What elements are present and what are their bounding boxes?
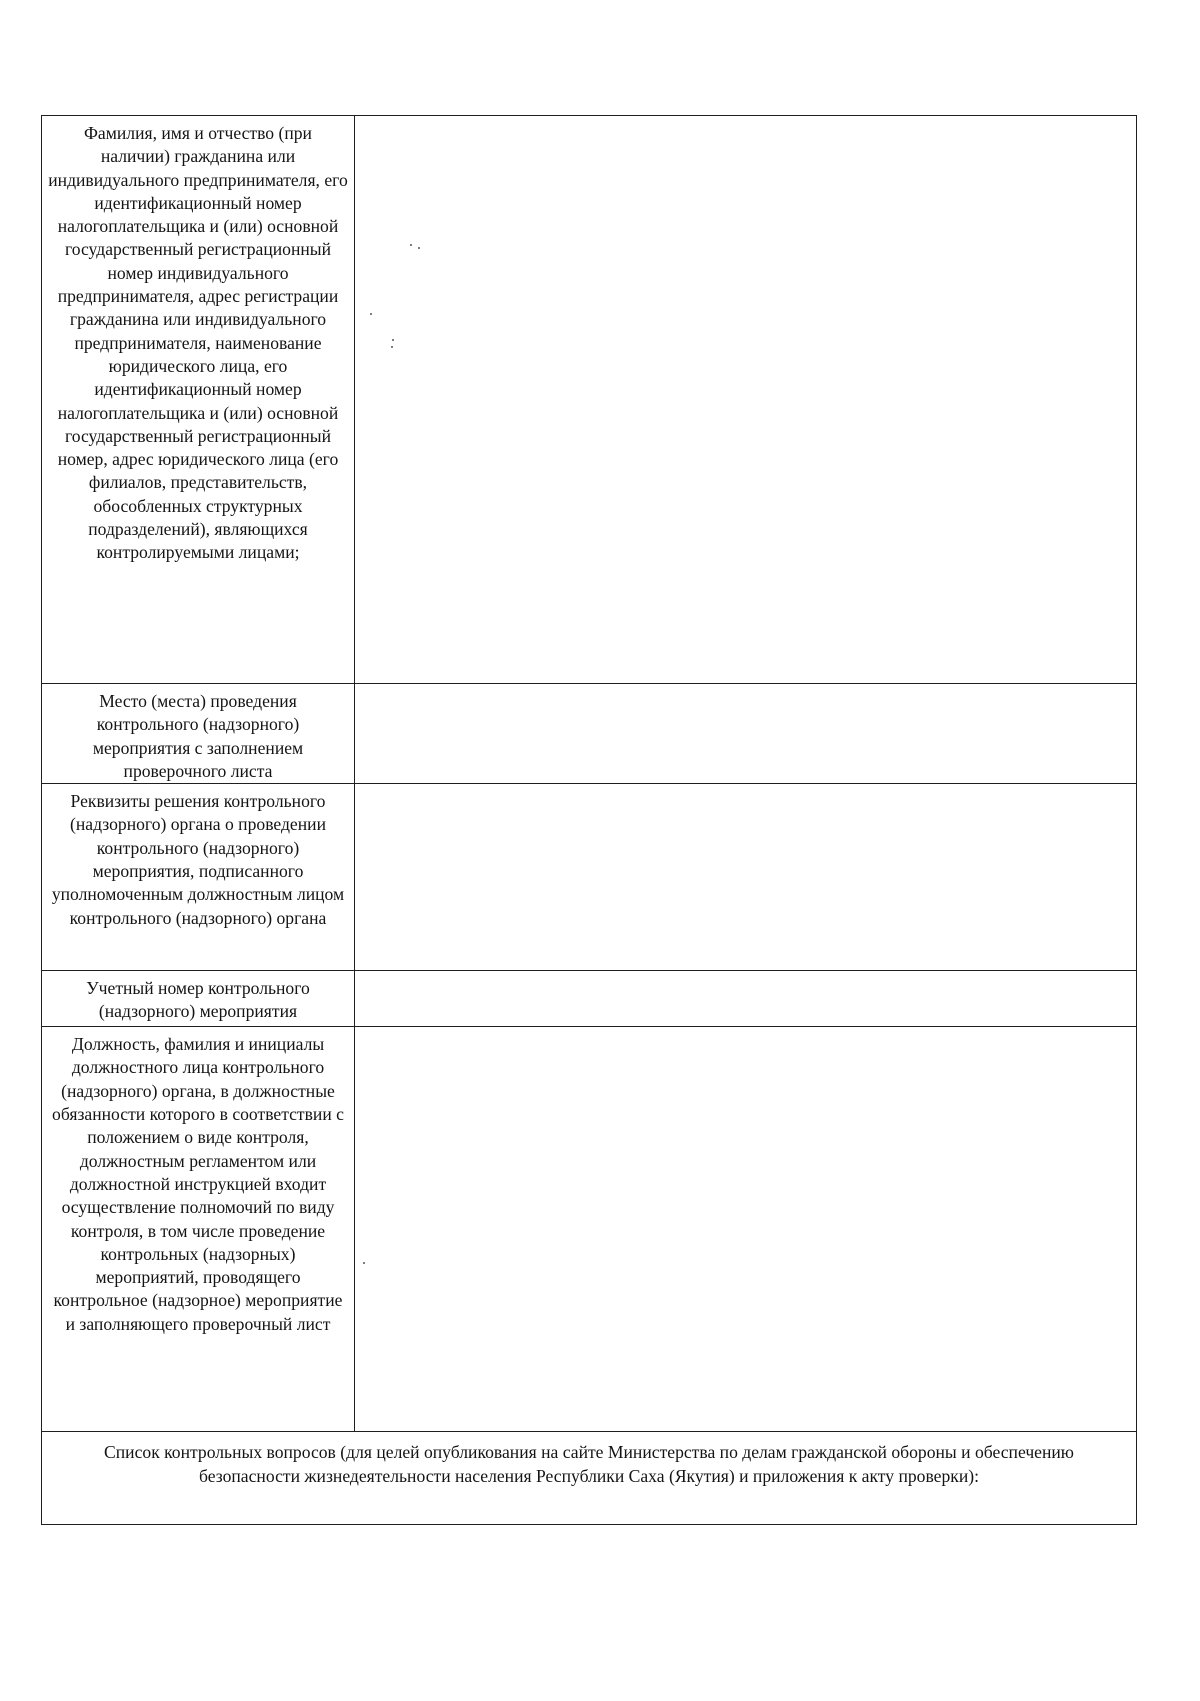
decision-details-value[interactable] [355, 784, 1137, 971]
form-row-registration-number [42, 971, 1137, 1027]
scan-speck [410, 244, 412, 246]
registration-number-value[interactable] [355, 971, 1137, 1027]
scan-speck [392, 339, 394, 341]
official-label: Должность, фамилия и инициалы должностного лица контрольного (надзорного) органа, в должностные обязанности которого в соответствии с положением о виде контроля, должностным регламентом или должностной инструкцией входит осуществление полномочий по виду контроля, в том числе проведение контрольных (надзорных) мероприятий, проводящего контрольное (надзорное) мероприятие и заполняющего проверочный лист [42, 1027, 355, 1432]
controlled-person-value[interactable] [355, 116, 1137, 684]
scan-speck [418, 247, 420, 249]
place-label: Место (места) проведения контрольного (надзорного) мероприятия с заполнением проверочного листа [42, 684, 355, 784]
official-value[interactable] [355, 1027, 1137, 1432]
scan-speck [370, 313, 372, 315]
form-row-controlled-person [42, 116, 1137, 684]
scan-speck [391, 346, 393, 348]
form-row-questions-list [42, 1432, 1137, 1525]
decision-details-label: Реквизиты решения контрольного (надзорного) органа о проведении контрольного (надзорного) мероприятия, подписанного уполномоченным должностным лицом контрольного (надзорного) органа [42, 784, 355, 971]
form-row-official [42, 1027, 1137, 1432]
place-value[interactable] [355, 684, 1137, 784]
form-row-decision-details [42, 784, 1137, 971]
scan-speck [363, 1262, 365, 1264]
form-row-place [42, 684, 1137, 784]
controlled-person-label: Фамилия, имя и отчество (при наличии) гражданина или индивидуального предпринимателя, его идентификационный номер налогоплательщика и (или) основной государственный регистрационный номер индивидуального предпринимателя, адрес регистрации гражданина или индивидуального предпринимателя, наименование юридического лица, его идентификационный номер налогоплательщика и (или) основной государственный регистрационный номер, адрес юридического лица (его филиалов, представительств, обособленных структурных подразделений), являющихся контролируемыми лицами; [42, 116, 355, 684]
registration-number-label: Учетный номер контрольного (надзорного) мероприятия [42, 971, 355, 1027]
inspection-checklist-form [41, 115, 1137, 1525]
questions-list-heading: Список контрольных вопросов (для целей опубликования на сайте Министерства по делам гражданской обороны и обеспечению безопасности жизнедеятельности населения Республики Саха (Якутия) и приложения к акту проверки): [42, 1432, 1137, 1525]
